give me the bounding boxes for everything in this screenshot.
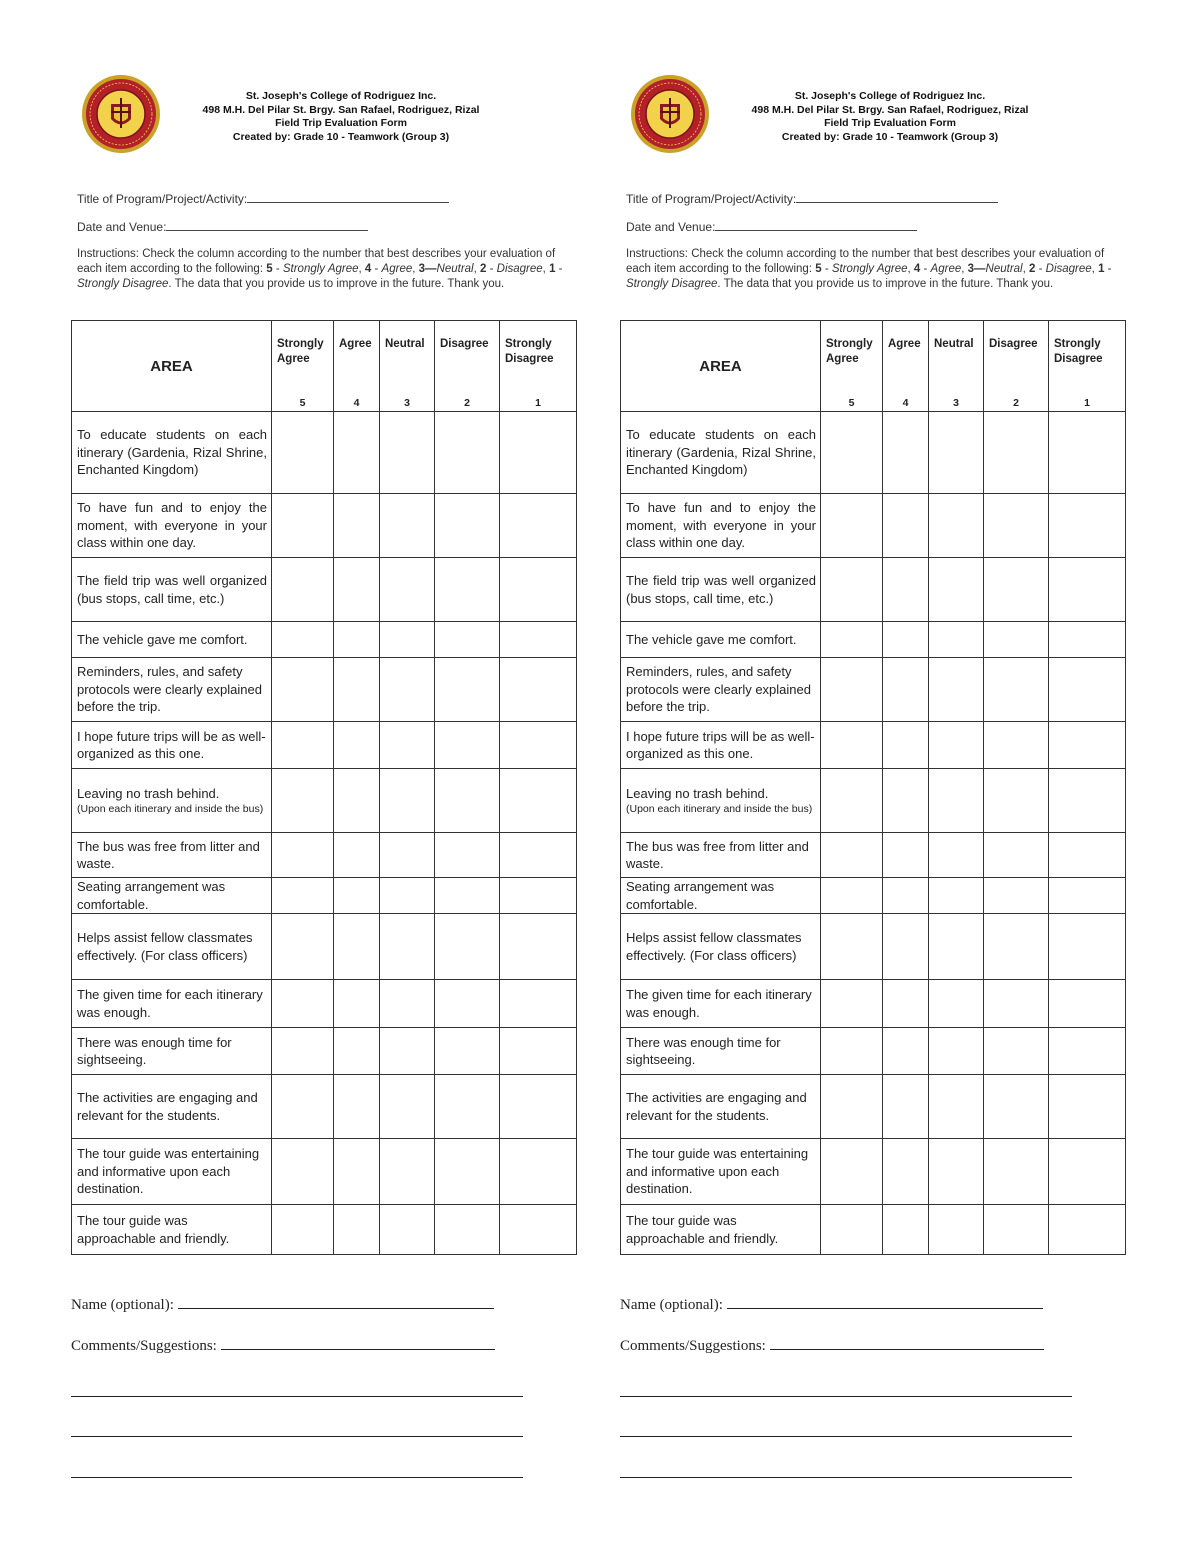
table-row	[621, 1075, 1126, 1139]
rating-cell[interactable]	[334, 878, 380, 914]
rating-cell[interactable]	[272, 1028, 334, 1075]
rating-cell[interactable]	[821, 1205, 883, 1255]
form-title: Field Trip Evaluation Form	[275, 117, 407, 129]
rating-cell[interactable]	[334, 1139, 380, 1205]
table-row	[72, 412, 577, 494]
area-header: AREA	[72, 321, 272, 412]
rating-cell[interactable]	[500, 622, 577, 658]
form-header	[630, 74, 1120, 156]
name-label: Name (optional):	[71, 1297, 174, 1313]
rating-cell[interactable]	[435, 769, 500, 833]
rating-cell[interactable]	[272, 622, 334, 658]
rating-cell[interactable]	[500, 558, 577, 622]
comments-extra-line[interactable]	[620, 1436, 1072, 1437]
rating-cell[interactable]	[334, 412, 380, 494]
rating-cell[interactable]	[500, 1075, 577, 1139]
table-row	[621, 980, 1126, 1028]
rating-cell[interactable]	[929, 1075, 984, 1139]
rating-cell[interactable]	[984, 494, 1049, 558]
program-title-label: Title of Program/Project/Activity:	[626, 192, 797, 206]
instructions: Instructions: Check the column according to the number that best describes your evaluation of each item according to the following: 5 - Strongly Agree, 4 - Agree, 3—Neutral, 2 - Disagree, 1 - Strongly Disagree. The data that you provide us to improve in the future. Thank you.	[626, 248, 1112, 290]
rating-cell[interactable]	[929, 1028, 984, 1075]
table-header-row	[72, 321, 577, 412]
rating-number: 2	[464, 397, 470, 409]
rating-cell[interactable]	[821, 878, 883, 914]
rating-cell[interactable]	[500, 769, 577, 833]
form-header	[81, 74, 571, 156]
rating-cell[interactable]	[500, 914, 577, 980]
rating-cell[interactable]	[334, 769, 380, 833]
rating-cell[interactable]	[1049, 494, 1126, 558]
rating-number: 5	[299, 397, 306, 409]
table-row	[72, 914, 577, 980]
school-name: St. Joseph's College of Rodriguez Inc.	[794, 90, 986, 102]
comments-line[interactable]	[221, 1337, 495, 1350]
rating-cell[interactable]	[883, 980, 929, 1028]
rating-cell[interactable]	[380, 878, 435, 914]
area-item: The tour guide was approachable and friendly.	[72, 1205, 272, 1255]
program-title-line[interactable]	[796, 192, 998, 203]
rating-label: Strongly Agree	[277, 338, 324, 365]
rating-cell[interactable]	[435, 412, 500, 494]
table-row	[621, 658, 1126, 722]
table-row	[621, 914, 1126, 980]
rating-label: Agree	[339, 338, 372, 350]
rating-cell[interactable]	[929, 658, 984, 722]
rating-label: Agree	[888, 338, 921, 350]
rating-cell[interactable]	[821, 1139, 883, 1205]
rating-cell[interactable]	[435, 914, 500, 980]
rating-cell[interactable]	[500, 658, 577, 722]
rating-cell[interactable]	[821, 558, 883, 622]
rating-cell[interactable]	[883, 1028, 929, 1075]
evaluation-table	[71, 320, 577, 1255]
area-item: The activities are engaging and relevant for the students.	[621, 1075, 821, 1139]
program-title-line[interactable]	[247, 192, 449, 203]
school-address: 498 M.H. Del Pilar St. Brgy. San Rafael, Rodriguez, Rizal	[751, 103, 1029, 116]
rating-cell[interactable]	[984, 1075, 1049, 1139]
rating-cell[interactable]	[929, 412, 984, 494]
rating-cell[interactable]	[272, 878, 334, 914]
table-row	[621, 412, 1126, 494]
rating-cell[interactable]	[984, 622, 1049, 658]
rating-header	[929, 321, 984, 412]
area-item: I hope future trips will be as well-organized as this one.	[621, 722, 821, 769]
area-item: The tour guide was entertaining and informative upon each destination.	[72, 1139, 272, 1205]
table-row	[621, 722, 1126, 769]
rating-cell[interactable]	[272, 658, 334, 722]
rating-cell[interactable]	[984, 722, 1049, 769]
rating-cell[interactable]	[272, 1139, 334, 1205]
rating-cell[interactable]	[380, 622, 435, 658]
rating-cell[interactable]	[334, 980, 380, 1028]
rating-label: Neutral	[385, 338, 425, 350]
comments-field[interactable]	[620, 1337, 1044, 1355]
rating-number: 3	[953, 397, 959, 409]
rating-cell[interactable]	[883, 1205, 929, 1255]
rating-number: 1	[535, 397, 541, 409]
rating-cell[interactable]	[500, 494, 577, 558]
rating-cell[interactable]	[272, 1205, 334, 1255]
rating-cell[interactable]	[984, 658, 1049, 722]
rating-cell[interactable]	[500, 878, 577, 914]
rating-number: 3	[404, 397, 410, 409]
comments-label: Comments/Suggestions:	[71, 1338, 217, 1354]
rating-cell[interactable]	[929, 494, 984, 558]
rating-cell[interactable]	[380, 1139, 435, 1205]
rating-cell[interactable]	[500, 722, 577, 769]
rating-cell[interactable]	[1049, 1028, 1126, 1075]
rating-cell[interactable]	[883, 914, 929, 980]
rating-cell[interactable]	[883, 412, 929, 494]
rating-header	[1049, 321, 1126, 412]
rating-cell[interactable]	[821, 769, 883, 833]
rating-cell[interactable]	[821, 1075, 883, 1139]
created-by: Created by: Grade 10 - Teamwork (Group 3)	[781, 130, 999, 143]
table-row	[72, 1075, 577, 1139]
rating-cell[interactable]	[984, 412, 1049, 494]
rating-cell[interactable]	[929, 769, 984, 833]
rating-cell[interactable]	[334, 658, 380, 722]
rating-cell[interactable]	[984, 1028, 1049, 1075]
rating-cell[interactable]	[1049, 914, 1126, 980]
rating-cell[interactable]	[821, 658, 883, 722]
rating-cell[interactable]	[883, 558, 929, 622]
area-item-note: (Upon each itinerary and inside the bus)	[626, 803, 813, 816]
rating-cell[interactable]	[272, 722, 334, 769]
rating-cell[interactable]	[334, 1205, 380, 1255]
name-field[interactable]	[71, 1296, 494, 1314]
rating-cell[interactable]	[984, 1139, 1049, 1205]
rating-cell[interactable]	[380, 980, 435, 1028]
area-item: I hope future trips will be as well-organized as this one.	[72, 722, 272, 769]
rating-label: Disagree	[440, 338, 489, 350]
rating-cell[interactable]	[1049, 1205, 1126, 1255]
rating-cell[interactable]	[334, 558, 380, 622]
rating-cell[interactable]	[883, 1075, 929, 1139]
rating-cell[interactable]	[929, 878, 984, 914]
table-row	[621, 1028, 1126, 1075]
rating-cell[interactable]	[821, 412, 883, 494]
evaluation-table	[620, 320, 1126, 1255]
rating-cell[interactable]	[334, 833, 380, 878]
rating-cell[interactable]	[272, 558, 334, 622]
area-item: The given time for each itinerary was enough.	[621, 980, 821, 1028]
area-item: The tour guide was entertaining and informative upon each destination.	[621, 1139, 821, 1205]
rating-cell[interactable]	[929, 1205, 984, 1255]
rating-cell[interactable]	[380, 833, 435, 878]
name-label: Name (optional):	[620, 1297, 723, 1313]
rating-cell[interactable]	[929, 833, 984, 878]
rating-cell[interactable]	[1049, 878, 1126, 914]
rating-number: 2	[1013, 397, 1019, 409]
table-row	[72, 878, 577, 914]
area-item: Helps assist fellow classmates effectively. (For class officers)	[72, 914, 272, 980]
rating-cell[interactable]	[334, 914, 380, 980]
rating-cell[interactable]	[929, 558, 984, 622]
rating-cell[interactable]	[929, 722, 984, 769]
table-header-row	[621, 321, 1126, 412]
rating-cell[interactable]	[435, 833, 500, 878]
rating-label: Strongly Agree	[826, 338, 873, 365]
area-item: The given time for each itinerary was enough.	[72, 980, 272, 1028]
area-item: The field trip was well organized (bus stops, call time, etc.)	[621, 558, 821, 622]
rating-cell[interactable]	[984, 980, 1049, 1028]
rating-cell[interactable]	[435, 722, 500, 769]
rating-cell[interactable]	[435, 1028, 500, 1075]
comments-extra-line[interactable]	[620, 1477, 1072, 1478]
rating-cell[interactable]	[272, 769, 334, 833]
area-item: The field trip was well organized (bus stops, call time, etc.)	[72, 558, 272, 622]
rating-cell[interactable]	[435, 558, 500, 622]
rating-cell[interactable]	[883, 1139, 929, 1205]
table-row	[72, 769, 577, 833]
date-venue-line[interactable]	[715, 220, 917, 231]
rating-cell[interactable]	[1049, 412, 1126, 494]
area-item: The bus was free from litter and waste.	[621, 833, 821, 878]
rating-cell[interactable]	[380, 558, 435, 622]
date-venue-field[interactable]	[626, 220, 917, 234]
rating-cell[interactable]	[929, 622, 984, 658]
rating-cell[interactable]	[272, 980, 334, 1028]
date-venue-label: Date and Venue:	[626, 220, 716, 234]
rating-cell[interactable]	[1049, 769, 1126, 833]
rating-number: 4	[353, 397, 360, 409]
area-item: The vehicle gave me comfort.	[621, 622, 821, 658]
rating-cell[interactable]	[435, 622, 500, 658]
rating-header	[821, 321, 883, 412]
rating-number: 4	[902, 397, 909, 409]
program-title-label: Title of Program/Project/Activity:	[77, 192, 248, 206]
rating-cell[interactable]	[272, 494, 334, 558]
rating-cell[interactable]	[929, 1139, 984, 1205]
rating-header	[272, 321, 334, 412]
rating-cell[interactable]	[929, 914, 984, 980]
rating-header	[500, 321, 577, 412]
rating-cell[interactable]	[500, 1028, 577, 1075]
rating-cell[interactable]	[821, 980, 883, 1028]
rating-cell[interactable]	[984, 878, 1049, 914]
area-item: There was enough time for sightseeing.	[621, 1028, 821, 1075]
table-row	[72, 494, 577, 558]
form-title: Field Trip Evaluation Form	[824, 117, 956, 129]
area-item: Seating arrangement was comfortable.	[72, 878, 272, 914]
area-item: Helps assist fellow classmates effectively. (For class officers)	[621, 914, 821, 980]
area-item: Seating arrangement was comfortable.	[621, 878, 821, 914]
table-row	[621, 833, 1126, 878]
rating-cell[interactable]	[380, 769, 435, 833]
rating-cell[interactable]	[1049, 1075, 1126, 1139]
table-row	[72, 658, 577, 722]
table-row	[72, 1028, 577, 1075]
school-address: 498 M.H. Del Pilar St. Brgy. San Rafael, Rodriguez, Rizal	[202, 103, 480, 116]
rating-cell[interactable]	[272, 914, 334, 980]
table-row	[72, 1205, 577, 1255]
area-item: The vehicle gave me comfort.	[72, 622, 272, 658]
rating-header	[334, 321, 380, 412]
rating-cell[interactable]	[334, 1075, 380, 1139]
rating-cell[interactable]	[1049, 980, 1126, 1028]
rating-cell[interactable]	[821, 494, 883, 558]
name-line[interactable]	[178, 1296, 494, 1309]
rating-cell[interactable]	[929, 980, 984, 1028]
area-item: To have fun and to enjoy the moment, with everyone in your class within one day.	[621, 494, 821, 558]
table-row	[621, 878, 1126, 914]
rating-cell[interactable]	[435, 658, 500, 722]
rating-cell[interactable]	[380, 1028, 435, 1075]
rating-cell[interactable]	[380, 1205, 435, 1255]
school-name: St. Joseph's College of Rodriguez Inc.	[245, 90, 437, 102]
rating-cell[interactable]	[380, 722, 435, 769]
area-item: The activities are engaging and relevant for the students.	[72, 1075, 272, 1139]
rating-cell[interactable]	[984, 833, 1049, 878]
program-title-field[interactable]	[626, 192, 998, 206]
area-item-note: (Upon each itinerary and inside the bus)	[77, 803, 264, 816]
area-item: Leaving no trash behind. (Upon each itinerary and inside the bus)	[72, 769, 272, 833]
rating-label: Strongly Disagree	[1054, 338, 1103, 365]
date-venue-label: Date and Venue:	[77, 220, 167, 234]
area-item: There was enough time for sightseeing.	[72, 1028, 272, 1075]
rating-label: Disagree	[989, 338, 1038, 350]
comments-extra-line[interactable]	[71, 1477, 523, 1478]
rating-cell[interactable]	[334, 1028, 380, 1075]
rating-cell[interactable]	[883, 833, 929, 878]
date-venue-line[interactable]	[166, 220, 368, 231]
table-row	[621, 1139, 1126, 1205]
rating-header	[883, 321, 929, 412]
rating-label: Strongly Disagree	[505, 338, 554, 365]
rating-number: 1	[1084, 397, 1090, 409]
rating-cell[interactable]	[883, 658, 929, 722]
rating-header	[435, 321, 500, 412]
rating-cell[interactable]	[435, 878, 500, 914]
comments-line[interactable]	[770, 1337, 1044, 1350]
rating-cell[interactable]	[1049, 1139, 1126, 1205]
table-row	[72, 833, 577, 878]
date-venue-field[interactable]	[77, 220, 368, 234]
area-item: The tour guide was approachable and friendly.	[621, 1205, 821, 1255]
table-row	[621, 622, 1126, 658]
rating-cell[interactable]	[435, 1139, 500, 1205]
program-title-field[interactable]	[77, 192, 449, 206]
rating-cell[interactable]	[380, 412, 435, 494]
rating-cell[interactable]	[1049, 658, 1126, 722]
rating-cell[interactable]	[883, 722, 929, 769]
rating-cell[interactable]	[334, 622, 380, 658]
rating-cell[interactable]	[435, 494, 500, 558]
rating-header	[984, 321, 1049, 412]
rating-cell[interactable]	[984, 1205, 1049, 1255]
area-item: Reminders, rules, and safety protocols were clearly explained before the trip.	[621, 658, 821, 722]
rating-cell[interactable]	[435, 1075, 500, 1139]
area-item: To educate students on each itinerary (Gardenia, Rizal Shrine, Enchanted Kingdom)	[621, 412, 821, 494]
table-row	[621, 1205, 1126, 1255]
rating-cell[interactable]	[500, 833, 577, 878]
table-row	[72, 980, 577, 1028]
comments-extra-line[interactable]	[620, 1396, 1072, 1397]
rating-cell[interactable]	[435, 1205, 500, 1255]
rating-cell[interactable]	[272, 833, 334, 878]
table-row	[72, 622, 577, 658]
area-item: The bus was free from litter and waste.	[72, 833, 272, 878]
area-item: To have fun and to enjoy the moment, with everyone in your class within one day.	[72, 494, 272, 558]
rating-cell[interactable]	[883, 494, 929, 558]
rating-cell[interactable]	[821, 833, 883, 878]
comments-field[interactable]	[71, 1337, 495, 1355]
rating-cell[interactable]	[272, 412, 334, 494]
rating-header	[380, 321, 435, 412]
rating-cell[interactable]	[883, 769, 929, 833]
rating-cell[interactable]	[1049, 722, 1126, 769]
created-by: Created by: Grade 10 - Teamwork (Group 3)	[232, 130, 450, 143]
rating-cell[interactable]	[500, 1205, 577, 1255]
rating-cell[interactable]	[984, 558, 1049, 622]
name-field[interactable]	[620, 1296, 1043, 1314]
name-line[interactable]	[727, 1296, 1043, 1309]
rating-cell[interactable]	[883, 622, 929, 658]
table-row	[621, 558, 1126, 622]
rating-cell[interactable]	[500, 980, 577, 1028]
rating-cell[interactable]	[380, 494, 435, 558]
table-row	[72, 1139, 577, 1205]
rating-cell[interactable]	[380, 914, 435, 980]
table-row	[72, 722, 577, 769]
rating-cell[interactable]	[821, 622, 883, 658]
comments-extra-line[interactable]	[71, 1436, 523, 1437]
area-item: To educate students on each itinerary (Gardenia, Rizal Shrine, Enchanted Kingdom)	[72, 412, 272, 494]
instructions: Instructions: Check the column according to the number that best describes your evaluation of each item according to the following: 5 - Strongly Agree, 4 - Agree, 3—Neutral, 2 - Disagree, 1 - Strongly Disagree. The data that you provide us to improve in the future. Thank you.	[77, 248, 563, 290]
table-row	[72, 558, 577, 622]
rating-cell[interactable]	[334, 722, 380, 769]
rating-cell[interactable]	[984, 914, 1049, 980]
area-header: AREA	[621, 321, 821, 412]
table-row	[621, 769, 1126, 833]
rating-cell[interactable]	[883, 878, 929, 914]
rating-cell[interactable]	[821, 1028, 883, 1075]
rating-cell[interactable]	[500, 1139, 577, 1205]
rating-cell[interactable]	[1049, 622, 1126, 658]
rating-cell[interactable]	[334, 494, 380, 558]
comments-extra-line[interactable]	[71, 1396, 523, 1397]
rating-number: 5	[848, 397, 855, 409]
rating-cell[interactable]	[1049, 833, 1126, 878]
rating-cell[interactable]	[821, 914, 883, 980]
area-item: Leaving no trash behind. (Upon each itinerary and inside the bus)	[621, 769, 821, 833]
rating-label: Neutral	[934, 338, 974, 350]
rating-cell[interactable]	[272, 1075, 334, 1139]
rating-cell[interactable]	[380, 1075, 435, 1139]
rating-cell[interactable]	[435, 980, 500, 1028]
table-row	[621, 494, 1126, 558]
area-item: Reminders, rules, and safety protocols were clearly explained before the trip.	[72, 658, 272, 722]
rating-cell[interactable]	[380, 658, 435, 722]
rating-cell[interactable]	[1049, 558, 1126, 622]
rating-cell[interactable]	[821, 722, 883, 769]
rating-cell[interactable]	[984, 769, 1049, 833]
rating-cell[interactable]	[500, 412, 577, 494]
comments-label: Comments/Suggestions:	[620, 1338, 766, 1354]
